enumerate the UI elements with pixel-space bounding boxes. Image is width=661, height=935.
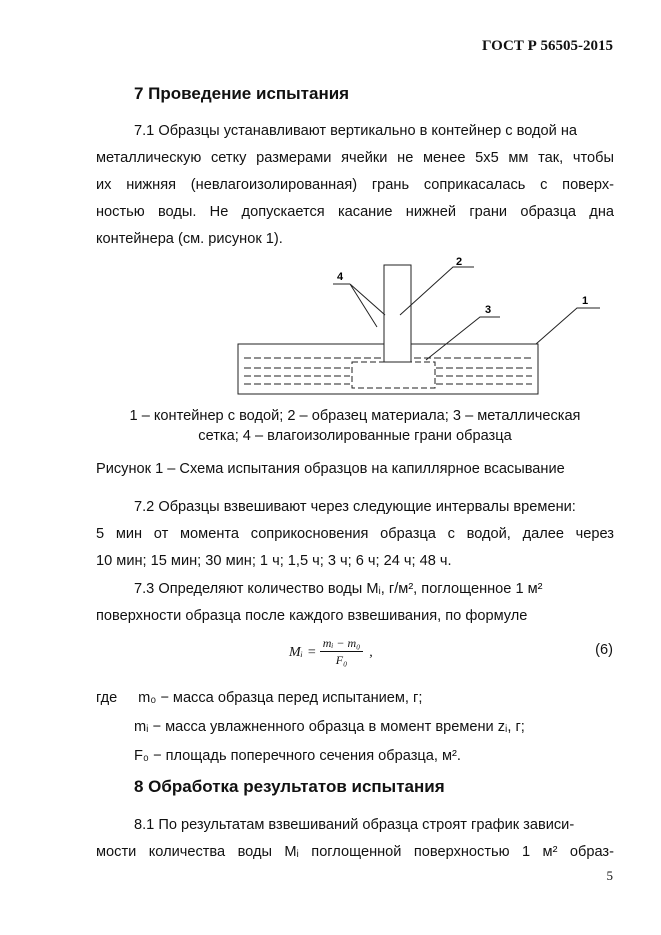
section-7-title: 7 Проведение испытания — [134, 84, 350, 103]
def-f0: F₀ − площадь поперечного сечения образца, м². — [134, 748, 461, 764]
legend-line1: 1 – контейнер с водой; 2 – образец материала; 3 – металлическая — [129, 408, 581, 424]
label-3: 3 — [485, 304, 492, 316]
p71-line1: 7.1 Образцы устанавливают вертикально в контейнер с водой на — [134, 123, 578, 139]
p73-line2: поверхности образца после каждого взвешивания, по формуле — [96, 608, 528, 624]
label-1: 1 — [582, 295, 589, 307]
label-2: 2 — [456, 256, 463, 268]
page-number: 5 — [606, 868, 613, 883]
formula-equals: = — [307, 644, 316, 660]
p71-line3: их нижняя (невлагоизолированная) грань соприкасалась с поверх- — [96, 177, 614, 193]
paragraph-7-2 — [96, 494, 614, 575]
paragraph-8-1 — [96, 812, 614, 866]
paragraph-7-1 — [96, 118, 614, 253]
p81-line1: 8.1 По результатам взвешиваний образца строят график зависи- — [134, 817, 575, 833]
def-m0: m₀ − масса образца перед испытанием, г; — [138, 690, 423, 706]
figure-1-diagram — [230, 255, 610, 400]
formula-comma: , — [369, 644, 373, 660]
leader-lines — [333, 267, 600, 360]
p72-line1: 7.2 Образцы взвешивают через следующие интервалы времени: — [134, 499, 576, 515]
p72-line2: 5 мин от момента соприкосновения образца с водой, далее через — [96, 526, 614, 542]
where-word: где — [96, 690, 118, 706]
section-8-title: 8 Обработка результатов испытания — [134, 777, 445, 796]
where-m0-line — [96, 684, 616, 713]
label-4: 4 — [337, 271, 344, 283]
p72-line3: 10 мин; 15 мин; 30 мин; 1 ч; 1,5 ч; 3 ч; 6 ч; 24 ч; 48 ч. — [96, 553, 452, 569]
figure-caption: Рисунок 1 – Схема испытания образцов на капиллярное всасывание — [96, 461, 565, 477]
paragraph-7-3 — [96, 576, 614, 630]
def-mi: mᵢ − масса увлажненного образца в момент времени zᵢ, г; — [134, 719, 525, 735]
formula-numerator: mᵢ − m₀ — [320, 636, 364, 652]
formula-lhs: Mᵢ — [289, 644, 303, 660]
p71-line5: контейнера (см. рисунок 1). — [96, 231, 283, 247]
figure-legend — [96, 406, 614, 446]
formula-6 — [288, 636, 374, 669]
legend-line2: сетка; 4 – влагоизолированные грани образца — [198, 428, 512, 444]
sample-specimen — [384, 265, 411, 362]
formula-denominator: F₀ — [335, 653, 348, 667]
p71-line4: ностью воды. Не допускается касание нижней грани образца дна — [96, 204, 614, 220]
mesh-block — [352, 362, 435, 388]
document-header: ГОСТ Р 56505-2015 — [481, 38, 613, 54]
p81-line2: мости количества воды Mᵢ поглощенной поверхностью 1 м² образ- — [96, 844, 614, 860]
equation-number: (6) — [595, 642, 613, 658]
variable-definitions — [96, 684, 616, 771]
p71-line2: металлическую сетку размерами ячейки не менее 5x5 мм так, чтобы — [96, 150, 614, 166]
p73-line1: 7.3 Определяют количество воды Mᵢ, г/м², поглощенное 1 м² — [134, 581, 543, 597]
